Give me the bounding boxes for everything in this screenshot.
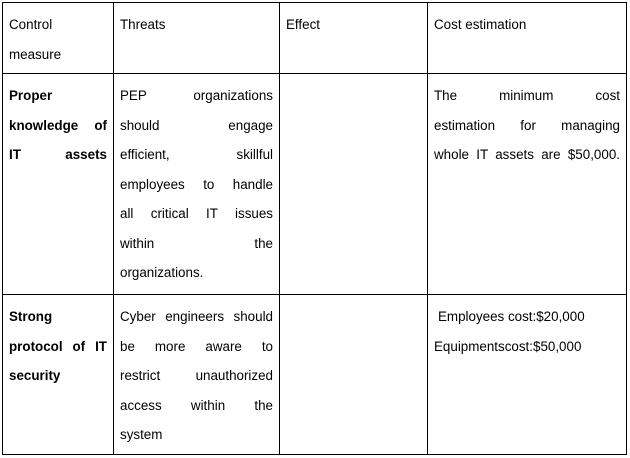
cell-text-line: knowledge of [9, 117, 107, 133]
cell-text-inner: Employees cost:$20,000 [438, 309, 585, 324]
header-effect [280, 3, 428, 74]
cell-text-line: Proper [9, 88, 53, 103]
cell-text-line: whole IT assets are $50,000. [434, 147, 620, 162]
cell-text-line: Strong [9, 309, 53, 324]
cell-text-line: employees to handle [120, 176, 273, 192]
cell-text-line: access within the [120, 397, 273, 413]
cell-control-measure [3, 295, 114, 455]
cell-effect [280, 74, 428, 295]
cell-text-line: should engage [120, 117, 273, 133]
cell-text-line: organizations. [120, 265, 204, 280]
header-control-measure-line2: measure [9, 46, 62, 62]
table-row [3, 295, 627, 455]
cell-cost-estimation [428, 74, 627, 295]
cell-text-line: PEP organizations [120, 88, 273, 103]
cell-effect [280, 295, 428, 455]
cell-text-line: protocol of IT [9, 338, 107, 354]
header-cost-estimation-label: Cost estimation [434, 17, 527, 32]
header-threats-label: Threats [120, 17, 166, 32]
cell-control-measure [3, 74, 114, 295]
cell-text-line: Cyber engineers should [120, 309, 273, 324]
cell-text-line: efficient, skillful [120, 147, 273, 162]
cell-text-line: Equipmentscost:$50,000 [434, 338, 582, 354]
cell-threats [114, 295, 280, 455]
table-header-row [3, 3, 627, 74]
control-measures-table [2, 2, 627, 455]
cell-text-line: The minimum cost [434, 88, 620, 103]
cell-text-line: system [120, 427, 163, 442]
header-threats [114, 3, 280, 74]
cell-text-line: within the [120, 235, 273, 251]
cell-text-line: all critical IT issues [120, 206, 273, 221]
cell-cost-estimation [428, 295, 627, 455]
header-control-measure-line1: Control [9, 17, 53, 32]
cell-text-line: security [9, 368, 61, 383]
header-effect-label: Effect [286, 17, 320, 32]
cell-text-line: restrict unauthorized [120, 368, 273, 383]
cell-text-line: estimation for managing [434, 117, 620, 133]
header-cost-estimation [428, 3, 627, 74]
cell-text-line [434, 302, 620, 332]
cell-text-line: be more aware to [120, 338, 273, 354]
table-row [3, 74, 627, 295]
header-control-measure [3, 3, 114, 74]
cell-threats [114, 74, 280, 295]
cell-text-line: IT assets [9, 147, 107, 162]
